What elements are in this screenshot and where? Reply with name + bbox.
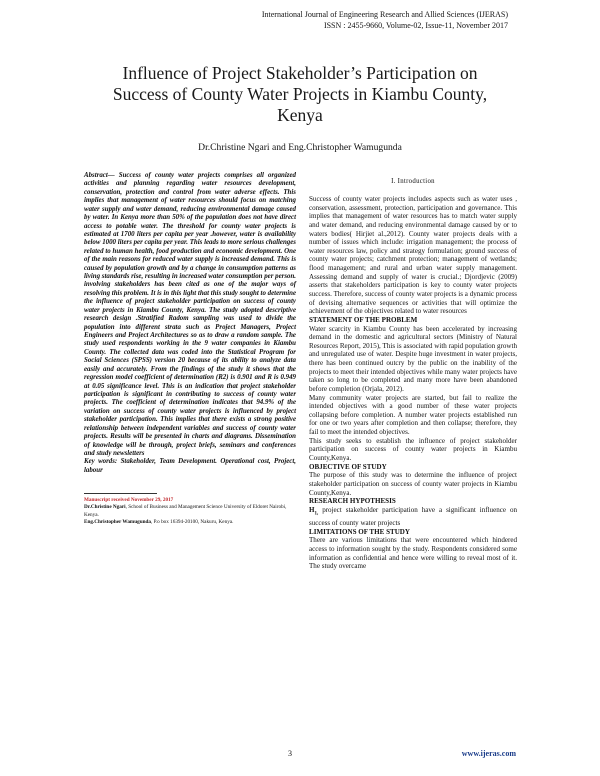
right-column (309, 177, 517, 571)
journal-header (88, 10, 508, 31)
manuscript-received: Manuscript received November 29, 2017 (84, 497, 174, 504)
problem-paragraph-1: Water scarcity in Kiambu County has been accelerated by increasing demand in the domestic and agricultural sectors (Ministry of Natural Resources Report, 2015), This is associated with rapid population growth and unregulated use of water. Despite huge investment in water projects, there has been continued outcry by the public on the inability of the projects to meet their intended objectives while many water projects have taken so long to be completed and many more have been abandoned before completion (Orjala, 2012). (309, 324, 517, 393)
problem-paragraph-3: This study seeks to establish the influence of project stakeholder participation on success of county water projects in Kiambu County,Kenya. (309, 436, 517, 462)
objective-heading: OBJECTIVE OF STUDY (309, 462, 387, 471)
author1-name: Dr.Christine Ngari (84, 504, 126, 511)
hypothesis-label-subscript: 1, (314, 511, 319, 517)
journal-url[interactable]: www.ijeras.com (461, 749, 516, 758)
title-line-2: Success of County Water Projects in Kiambu County, (112, 84, 488, 104)
paper-title (50, 63, 550, 126)
author1-footnote (84, 504, 296, 518)
left-column (84, 172, 296, 526)
objective-paragraph: The purpose of this study was to determine the influence of project stakeholder participation on success of county water projects in Kiambu County,Kenya. (309, 471, 517, 497)
hypothesis-paragraph (309, 506, 517, 528)
hypothesis-heading: RESEARCH HYPOTHESIS (309, 497, 396, 506)
journal-name: International Journal of Engineering Research and Allied Sciences (IJERAS) (261, 10, 508, 19)
limitations-heading: LIMITATIONS OF THE STUDY (309, 527, 410, 536)
page-number: 3 (288, 749, 292, 758)
introduction-paragraph: Success of county water projects includes aspects such as water uses , conservation, assessment, protection, participation and governance. This implies that management of water resources has to match water supply and water demand, and reducing environmental damage caused by or to waters bodies( Hirjiet al.,2012). County water projects deals with a number of issues which include: irrigation management; the process of water resources law, policy and strategy formulation; ground success of county water projects; catchment protection; management of wetlands; flood management; and rural and urban water supply management. Assessing demand and supply of water is crucial.; Djordjevic (2009) asserts that stakeholders participation is key to county water projects success. Therefore, success of county water projects is a dynamic process of devising alternative sequences or activities that will optimize the achievement of the objectives related to water resources (309, 195, 517, 316)
footnote-divider (84, 493, 157, 494)
hypothesis-label: H (309, 506, 315, 515)
introduction-heading: I. Introduction (391, 178, 435, 185)
author2-name: Eng.Christopher Wamugunda (84, 518, 151, 525)
author-line: Dr.Christine Ngari and Eng.Christopher Wamugunda (198, 142, 402, 153)
author2-footnote (84, 519, 296, 526)
problem-heading: STATEMENT OF THE PROBLEM (309, 315, 418, 324)
keywords: Key words: Stakeholder, Team Development. Operational cost, Project, labour (84, 458, 296, 474)
hypothesis-text: project stakeholder participation have a significant influence on success of county water projects (309, 506, 517, 528)
abstract: Abstract— Success of county water projects comprises all organized activities and planning regarding water resources development, conservation, protection and control from water adverse effects. This implies that management of water resources should focus on matching water supply and water demand, reducing environmental damage caused by water. In Kenya more than 50% of the population does not have direct access to potable water. The threshold for county water projects is estimated at 1700 liters per capita per year .however, water is availability below 1000 liters per capita per year. This leads to more serious challenges related to human health, food production and economic development. One of the main reasons for reduced water supply is increased demand. This is caused by population growth and by a change in consumption patterns as living standards rise, resulting in increased water consumption per person. involving stakeholders has been cited as one of the major ways of resolving this problem. It is in this light that this study sought to determine the influence of project stakeholder participation on success of county water projects in Kiambu County, Kenya. The study adopted descriptive research design .Stratified Radom sampling was used to divide the population into different strata such as Project Managers, Project Engineers and Project Architectures so as to draw a random sample. The study used respondents working in the 9 water companies in Kiambu County. The collected data was coded into the Statistical Program for Social Sciences (SPSS) version 20 because of its ability to analyze data easily and accurately. From the findings of the study it shows that the regression model coefficient of determination (R2) is 0.901 and R is 0.949 at 0.05 significance level. This is an indication that project stakeholder participation is significant in contributing to success of county water projects. The coefficient of determination indicates that 94.9% of the variation on success of county water projects is influenced by project stakeholder participation. This implies that there exists a strong positive relationship between independent variables and success of county water projects. Results will be presented in charts and diagrams. Dissemination of knowledge will be through, project briefs, seminars and conferences and study newsletters (84, 172, 296, 457)
title-line-3: Kenya (277, 105, 323, 125)
author1-affiliation: , School of Business and Management Science University of Eldoret Nairobi, Kenya. (84, 504, 287, 518)
limitations-paragraph: There are various limitations that were encountered which hindered access to information sought by the study. Respondents considered some information as confidential and hence were willing to reveal most of it. The study overcame (309, 536, 517, 571)
problem-paragraph-2: Many community water projects are started, but fail to realize the intended objectives with a good number of these water projects collapsing before completion. A number water projects established run for one or two years after completion and then collapse; therefore, they fail to meet the intended objectives. (309, 393, 517, 437)
issn-line: ISSN : 2455-9660, Volume-02, Issue-11, November 2017 (323, 20, 508, 30)
author2-affiliation: , P.o box 16394-20100, Nakuru, Kenya. (150, 518, 234, 525)
title-line-1: Influence of Project Stakeholder’s Participation on (122, 63, 478, 83)
